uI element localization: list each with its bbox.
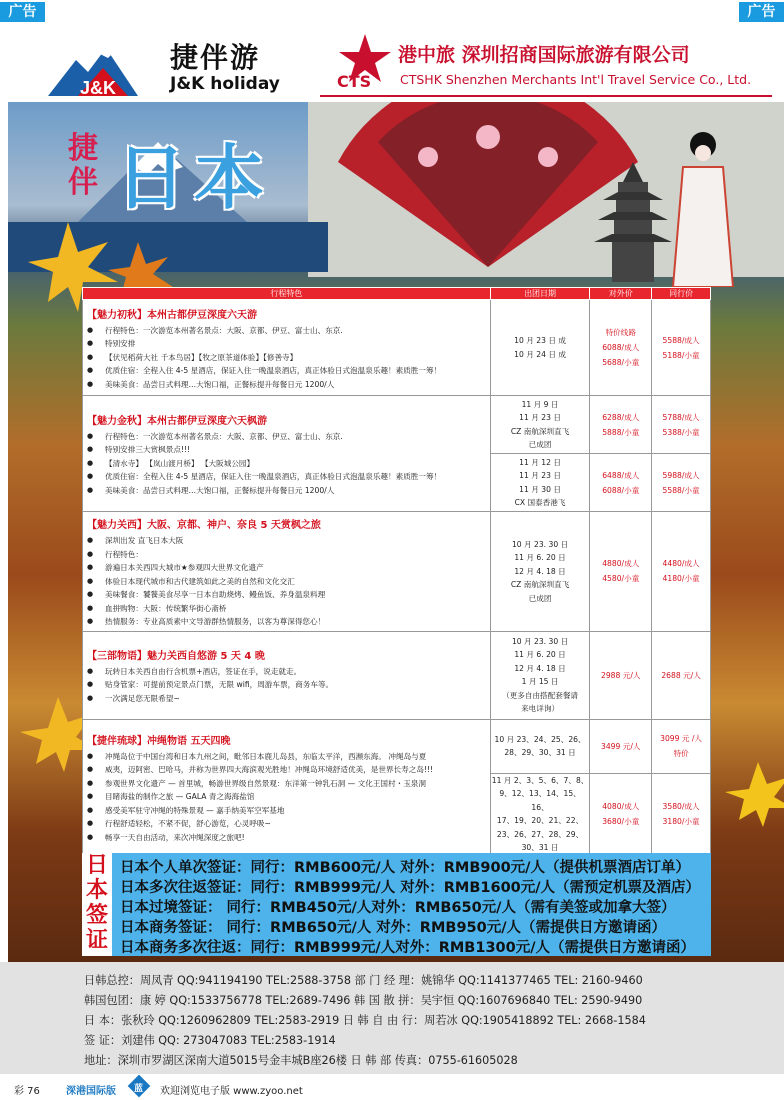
svg-text:J&K: J&K — [80, 78, 117, 96]
price-line: 6288/成人 — [602, 412, 640, 422]
list-item: ● 特别安排三大赏枫景点!!! — [87, 443, 486, 457]
price-line: 5988/成人 — [662, 470, 700, 480]
price-line: 6088/小童 — [602, 485, 640, 495]
date-line: 来电详询） — [521, 704, 560, 713]
price-line: 3499 元/人 — [601, 741, 641, 751]
price-line: 6488/成人 — [602, 470, 640, 480]
tour-dates — [490, 631, 590, 719]
price-line: 4880/成人 — [602, 559, 640, 569]
price-out — [590, 454, 652, 512]
price-line: 5388/小童 — [662, 427, 700, 437]
list-item: ● 冲绳岛位于中国台湾和日本九州之间，毗邻日本鹿儿岛县，东临太平洋，西濒东海。 冲绳岛与夏 — [87, 750, 486, 764]
price-out — [590, 396, 652, 454]
price-out — [590, 512, 652, 632]
col-price-out: 对外价 — [590, 288, 652, 300]
date-line: 17、19、20、21、22、 — [496, 816, 584, 825]
tour-itinerary — [83, 512, 491, 632]
price-line: 5588/成人 — [662, 335, 700, 345]
cts-mark: CTS — [337, 72, 372, 91]
table-row — [83, 300, 711, 396]
col-dates: 出团日期 — [490, 288, 590, 300]
list-item: ● 参观世界文化遗产 — 首里城，畅游世界级自然景观：东洋第一钟乳石洞 — 文化王国村・玉泉洞 — [87, 777, 486, 791]
price-line: 3680/小童 — [602, 817, 640, 826]
list-item: ● 畅享一天自由活动，来次冲绳深度之旅吧! — [87, 831, 486, 845]
price-out — [590, 773, 652, 855]
table-row — [83, 396, 711, 454]
hero-title — [68, 122, 308, 222]
list-item: ● 行程舒适轻松，不紧不促，舒心游览，心灵呼吸~ — [87, 817, 486, 831]
visa-row: 日本过境签证： 同行：RMB450元/人对外：RMB650元/人（需有美签或加拿大签） — [120, 900, 676, 916]
price-line: 5188/小童 — [662, 350, 700, 360]
visa-label-char: 本 — [85, 878, 108, 903]
list-item: ● 一次满足您无限希望~ — [87, 692, 486, 706]
page-number: 彩 76 — [14, 1086, 40, 1097]
list-item: ● 美味美食：品尝日式料理…大饱口福，正餐标提升每餐日元 1200/人 — [87, 484, 486, 498]
date-line: 11 月 9 日 — [521, 399, 559, 409]
header — [0, 22, 784, 102]
date-line: 30、31 日 — [521, 843, 559, 852]
price-line: 5788/成人 — [662, 412, 700, 422]
date-line: CX 国泰香港飞 — [514, 498, 566, 507]
price-line: 特价线路 — [605, 328, 636, 337]
ad-label-right: 广告 — [739, 2, 784, 22]
col-price-peer: 同行价 — [652, 288, 711, 300]
list-item: ● 行程特色： — [87, 548, 486, 562]
price-line: 3180/小童 — [662, 817, 700, 826]
date-line: 23、26、27、28、29、 — [496, 829, 584, 839]
price-out — [590, 631, 652, 719]
cts-company-cn: 港中旅 深圳招商国际旅游有限公司 — [398, 44, 690, 66]
list-item: ● 【伏见稻荷大社 千本鸟居】【牧之原茶道体验】【修善寺】 — [87, 351, 486, 365]
jk-brand-en: J&K holiday — [170, 74, 280, 94]
tour-title: 【捷伴琉球】冲绳物语 五天四晚 — [87, 735, 231, 747]
list-item: ● 美味餐食：饕餮美食尽享一日本自助烧烤、鳗鱼饭、养身温泉料理 — [87, 588, 486, 602]
price-line: 3580/成人 — [662, 802, 700, 811]
tour-dates — [490, 454, 590, 512]
header-divider — [320, 95, 772, 97]
footer-brand: 深港国际版 — [66, 1086, 116, 1097]
price-peer — [652, 512, 711, 632]
price-line: 2988 元/人 — [601, 670, 641, 680]
pagoda-icon — [588, 162, 678, 282]
date-line: 已成团 — [528, 440, 552, 449]
date-line: CZ 南航深圳直飞 — [510, 426, 570, 436]
list-item: ● 玩转日本关西自由行含机票+酒店，签证在手，说走就走。 — [87, 665, 486, 679]
tour-itinerary — [83, 631, 491, 719]
price-out — [590, 719, 652, 773]
price-line: 5688/小童 — [602, 358, 640, 367]
tour-dates — [490, 300, 590, 396]
date-line: 11 月 2、3、5、6、7、8、 — [491, 775, 589, 785]
list-item: ● 目睹海盐的制作之旅 — GALA 青之海海盐馆 — [87, 790, 486, 804]
list-item: ● 行程特色：一次游览本州著名景点：大阪、京都、伊豆、富士山、东京. — [87, 430, 486, 444]
list-item: ● 热情服务：专业高质素中文导游群热情服务，以客为尊深得您心！ — [87, 615, 486, 629]
date-line: 11 月 12 日 — [519, 457, 561, 467]
list-item: ● 【清水寺】 【岚山渡月桥】 【大阪城公园】 — [87, 457, 486, 471]
tour-dates — [490, 719, 590, 773]
table-row — [83, 631, 711, 719]
date-line: 12 月 4. 18 日 — [514, 663, 566, 673]
tour-itinerary — [83, 396, 491, 512]
price-line: 2688 元/人 — [661, 670, 701, 680]
maple-leaf-right-icon — [723, 757, 784, 827]
visa-row: 日本商务多次往返：同行：RMB999元/人对外：RMB1300元/人（需提供日方邀请函） — [120, 940, 696, 956]
col-itinerary: 行程特色 — [83, 288, 491, 300]
visa-label-char: 证 — [85, 928, 108, 953]
hero-title-small: 捷伴 — [68, 131, 98, 200]
tour-dates — [490, 396, 590, 454]
price-peer — [652, 719, 711, 773]
date-line: 11 月 30 日 — [519, 484, 561, 494]
contact-section — [0, 962, 784, 1074]
list-item: ● 特别安排 — [87, 337, 486, 351]
hero-title-big: 日本 — [116, 137, 272, 219]
tour-itinerary — [83, 719, 491, 855]
date-line: 11 月 6. 20 日 — [514, 650, 566, 659]
date-line: 9、12、13、14、15、16、 — [499, 789, 581, 812]
date-line: （更多自由搭配套餐请 — [502, 690, 579, 700]
list-item: ● 威夷，迈阿密、巴哈马，并称为世界四大海滨观光胜地！冲绳岛环境舒适优美，是世界长寿之岛!!! — [87, 763, 486, 777]
visa-row: 日本多次往返签证：同行：RMB999元/人 对外：RMB1600元/人（需预定机票及酒店） — [120, 880, 701, 896]
date-line: 11 月 23 日 — [519, 471, 561, 480]
tour-dates — [490, 512, 590, 632]
contact-line: 日 本：张秋玲 QQ:1260962809 TEL:2583-2919 日 韩 自 由 行：周若冰 QQ:1905418892 TEL: 2668-1584 — [84, 1014, 646, 1027]
table-row — [83, 719, 711, 773]
contact-line: 韩国包团：康 婷 QQ:1533756778 TEL:2689-7496 韩 国 散 拼：吴宇恒 QQ:1607696840 TEL: 2590-9490 — [84, 994, 643, 1007]
date-line: 10 月 23. 30 日 — [511, 636, 569, 646]
price-line: 5588/小童 — [662, 485, 700, 495]
price-out — [590, 300, 652, 396]
table-row — [83, 512, 711, 632]
list-item: ● 行程特色：一次游览本州著名景点：大阪、京都、伊豆、富士山、东京. — [87, 324, 486, 338]
date-line: 11 月 23 日 — [519, 413, 561, 422]
tour-title: 【魅力关西】大阪、京都、神户、奈良 5 天赏枫之旅 — [87, 520, 321, 531]
jk-holiday-logo — [48, 40, 158, 96]
diamond-label: 蓝 — [134, 1084, 144, 1094]
price-line: 4580/小童 — [602, 574, 640, 584]
visa-label-char: 日 — [85, 853, 108, 878]
list-item: ● 美味美食：品尝日式料理…大饱口福，正餐标提升每餐日元 1200/人 — [87, 378, 486, 392]
list-item: ● 贴身管家：可提前预定景点门票，无限 wifi，周游车票，商务车等。 — [87, 678, 486, 692]
date-line: 已成团 — [528, 593, 552, 603]
date-line: CZ 南航深圳直飞 — [510, 580, 570, 589]
list-item: ● 体验日本现代城市和古代建筑如此之美的自然和文化交汇 — [87, 575, 486, 589]
visa-label-char: 签 — [85, 903, 108, 928]
price-line: 6088/成人 — [602, 343, 640, 352]
jk-brand-cn: 捷伴游 — [170, 41, 261, 74]
list-item: ● 深圳出发 直飞日本大阪 — [87, 534, 486, 548]
list-item: ● 感受美军驻守冲绳的特殊景观 — 嘉手纳美军空军基地 — [87, 804, 486, 818]
tour-title: 【魅力初秋】本州古都伊豆深度六天游 — [87, 309, 257, 321]
date-line: 10 月 23 日 成 — [514, 336, 566, 345]
date-line: 10 月 23、24、25、26、 — [494, 734, 586, 744]
page-footer — [0, 1074, 784, 1100]
list-item: ● 优质住宿：全程入住 4-5 星酒店，保证入住一晚温泉酒店，真正体验日式泡温泉乐趣！素质胜一筹！ — [87, 470, 486, 484]
tour-dates — [490, 773, 590, 855]
contact-line: 地址：深圳市罗湖区深南大道5015号金丰城B座26楼 日 韩 部 传真：0755-61605028 — [84, 1054, 518, 1067]
ad-label-left: 广告 — [0, 2, 45, 22]
list-item: ● 游遍日本关西四大城市★参观四大世界文化遗产 — [87, 561, 486, 575]
list-item: ● 血拼购物：大阪：传统繁华街心斋桥 — [87, 602, 486, 616]
list-item: ● 优质住宿：全程入住 4-5 星酒店，保证入住一晚温泉酒店，真正体验日式泡温泉乐趣！素质胜一筹！ — [87, 364, 486, 378]
contact-line: 签 证：刘建伟 QQ: 273047083 TEL:2583-1914 — [84, 1034, 336, 1047]
price-line: 5888/小童 — [602, 427, 640, 437]
price-peer — [652, 454, 711, 512]
geisha-figure-icon — [668, 127, 738, 287]
visa-section — [82, 853, 711, 956]
date-line: 1 月 15 日 — [521, 677, 559, 686]
visa-row: 日本商务签证： 同行：RMB650元/人 对外：RMB950元/人（需提供日方邀请函） — [120, 920, 667, 936]
date-line: 12 月 4. 18 日 — [514, 566, 566, 576]
price-peer — [652, 631, 711, 719]
visa-label — [82, 853, 112, 956]
cts-company-en: CTSHK Shenzhen Merchants Int'l Travel Service Co., Ltd. — [400, 72, 752, 87]
price-line: 4080/成人 — [602, 802, 640, 811]
date-line: 11 月 6. 20 日 — [514, 553, 566, 562]
tour-title: 【魅力金秋】本州古都伊豆深度六天枫游 — [87, 415, 267, 427]
price-peer — [652, 300, 711, 396]
tour-itinerary — [83, 300, 491, 396]
price-line: 3099 元 /人 — [660, 734, 703, 743]
price-line: 4480/成人 — [662, 559, 700, 569]
date-line: 10 月 24 日 成 — [514, 349, 566, 359]
tour-title: 【三部物语】魅力关西自悠游 5 天 4 晚 — [87, 650, 265, 662]
date-line: 10 月 23. 30 日 — [511, 539, 569, 549]
price-line: 特价 — [673, 749, 689, 758]
price-peer — [652, 396, 711, 454]
contact-line: 日韩总控：周凤青 QQ:941194190 TEL:2588-3758 部 门 经 理：姚锦华 QQ:1141377465 TEL: 2160-9460 — [84, 974, 643, 987]
tour-table — [82, 287, 711, 856]
date-line: 28、29、30、31 日 — [504, 748, 576, 757]
visa-row: 日本个人单次签证：同行：RMB600元/人 对外：RMB900元/人（提供机票酒店订单） — [120, 860, 690, 876]
price-peer — [652, 773, 711, 855]
price-line: 4180/小童 — [662, 574, 700, 584]
footer-url[interactable]: 欢迎浏览电子版 www.zyoo.net — [160, 1086, 303, 1097]
